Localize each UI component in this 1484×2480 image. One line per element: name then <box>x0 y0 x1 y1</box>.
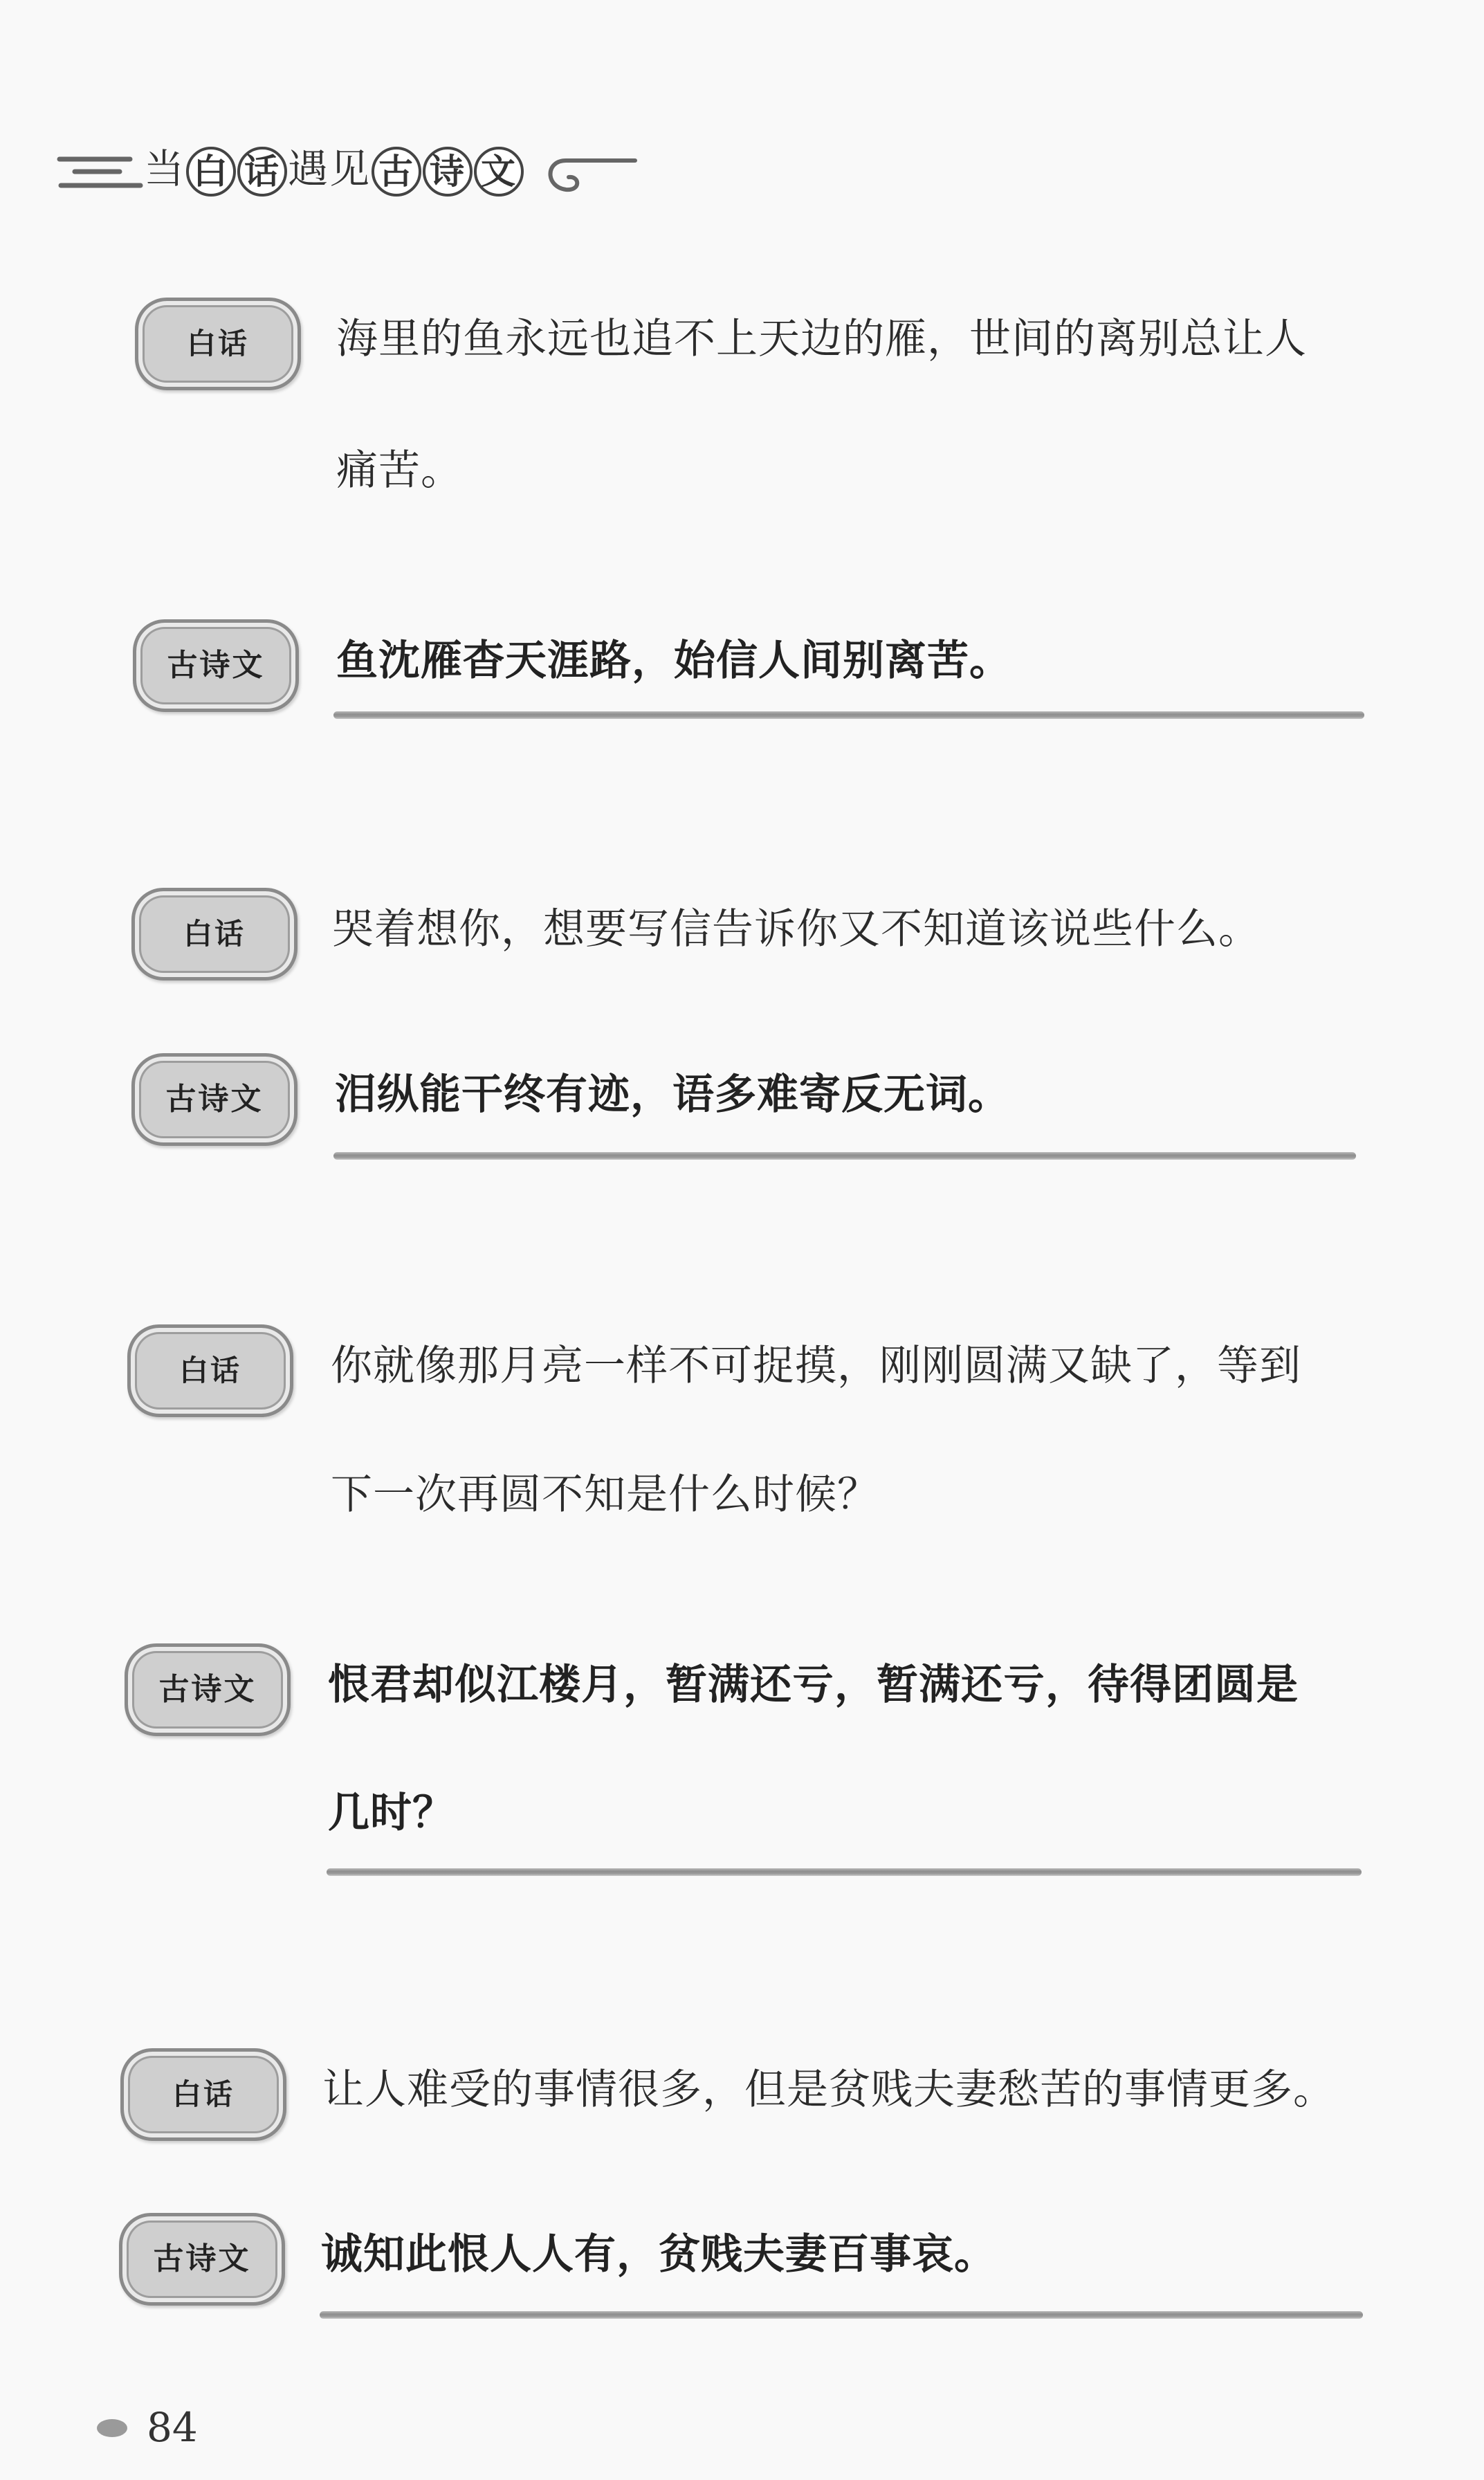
baihua-text: 海里的鱼永远也追不上天边的雁，世间的离别总让人 <box>336 315 1307 363</box>
gushiwen-badge: 古诗文 <box>119 2213 285 2306</box>
cloud-ornament-icon <box>54 131 151 208</box>
running-header <box>54 131 594 208</box>
divider <box>333 711 1364 719</box>
baihua-text: 下一次再圆不知是什么时候？ <box>331 1470 879 1519</box>
baihua-text: 痛苦。 <box>336 446 463 495</box>
poem-text: 泪纵能干终有迹，语多难寄反无词。 <box>335 1070 1010 1119</box>
poem-text: 几时？ <box>328 1789 455 1837</box>
swirl-ornament-icon <box>538 131 642 208</box>
baihua-text: 让人难受的事情很多，但是贫贱夫妻愁苦的事情更多。 <box>322 2066 1335 2114</box>
poem-text: 诚知此恨人人有，贫贱夫妻百事哀。 <box>321 2230 996 2279</box>
baihua-badge: 白话 <box>131 888 297 981</box>
divider <box>327 1868 1362 1876</box>
baihua-badge: 白话 <box>120 2048 286 2141</box>
baihua-badge: 白话 <box>135 298 301 390</box>
book-title: 当 白 话 遇见 古 诗 文 <box>144 141 524 197</box>
page-marker-icon <box>97 2419 127 2437</box>
divider <box>333 1152 1356 1160</box>
baihua-badge: 白话 <box>127 1324 293 1417</box>
poem-text: 恨君却似江楼月，暂满还亏，暂满还亏，待得团圆是 <box>328 1661 1299 1709</box>
gushiwen-badge: 古诗文 <box>133 619 299 712</box>
page-number: 84 <box>147 2404 198 2451</box>
baihua-text: 哭着想你，想要写信告诉你又不知道该说些什么。 <box>332 905 1261 954</box>
gushiwen-badge: 古诗文 <box>125 1643 291 1736</box>
poem-text: 鱼沈雁杳天涯路，始信人间别离苦。 <box>336 637 1011 685</box>
divider <box>320 2311 1363 2319</box>
baihua-text: 你就像那月亮一样不可捉摸，刚刚圆满又缺了，等到 <box>331 1342 1301 1390</box>
gushiwen-badge: 古诗文 <box>131 1053 297 1146</box>
